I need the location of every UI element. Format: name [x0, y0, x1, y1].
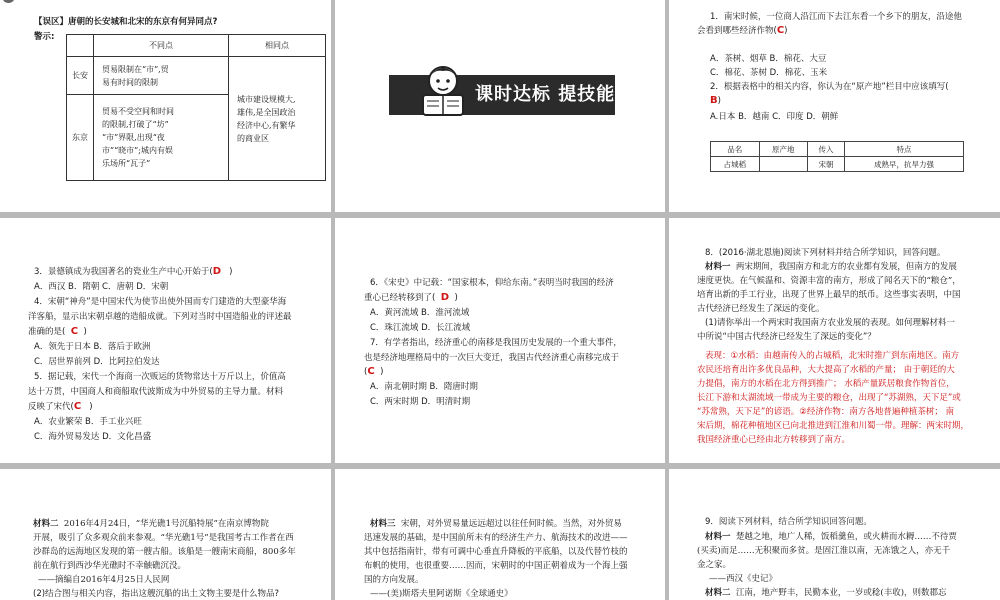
slide-9-question-9	[669, 469, 1000, 600]
material2-line4: 前在航行到西沙华光礁时不幸触礁沉没。	[33, 561, 187, 571]
q7-answer: C	[367, 366, 375, 377]
slide-7-material-2	[0, 469, 331, 600]
city-dongjing: 东京	[67, 95, 94, 181]
boy-reading-icon	[413, 63, 473, 121]
q7-options-ab: A．南北朝时期 B．隋唐时期	[370, 382, 478, 392]
answer-line1: 表现：①水稻：由越南传入的占城稻，北宋时推广到东南地区。南方	[705, 351, 960, 361]
answer-line2: 农民还培育出许多优良品种，大大提高了水稻的产量； 由于朝廷的大	[697, 365, 955, 375]
slide-6-question-8	[669, 218, 1000, 463]
dongjing-diff: 贸易不受空间和时间 的限制,打破了“坊” “市”界限,出现“夜 市”“晓市”;城内有娱 乐场所“瓦子”	[94, 95, 229, 181]
sub1-line2: 中所说“中国古代经济已经发生了深远的变化”？	[697, 332, 876, 342]
q1-answer: C	[776, 25, 785, 36]
sub1-line1: (1)请你举出一个两宋时我国南方农业发展的表现。如何理解材料一	[705, 318, 956, 328]
material3-line4: 布帆的使用，也很重要……因而，宋朝时的中国正朝着成为一个海上强	[364, 561, 628, 571]
q4-answer: C	[70, 326, 79, 337]
q5-line2: 达十万贯，中国商人和商船取代波斯成为中外贸易的主导力量。材料	[28, 387, 284, 397]
material2-line3: 沙群岛的远海地区发现的第一艘古船。该船是一艘南宋商船，800多年	[33, 547, 296, 557]
sub2-question: (2)结合图与相关内容，指出这艘沉船的出土文物主要是什么物品?	[33, 589, 280, 599]
rice-table: 品名 原产地 传入 特点 占城稻 宋朝 成熟早，抗旱力强	[710, 141, 964, 172]
q7-line1: 7．有学者指出，经济重心的南移是我国历史发展的一个重大事件，	[370, 338, 622, 348]
section-tag-label	[18, 0, 46, 1]
material3-line1: 材料三 宋朝，对外贸易量远远超过以往任何时候。当然，对外贸易	[370, 519, 622, 529]
slide-3-questions-1-2	[669, 0, 1000, 212]
header-different: 不同点	[94, 35, 229, 57]
answer-line7: 我国经济重心已经由北方转移到了南方。	[697, 435, 851, 445]
material2-source: ——摘编自2016年4月25日人民网	[38, 575, 170, 585]
q9-material1-source: ——西汉《史记》	[709, 574, 778, 584]
material1-line4: 古代经济已经发生了深远的变化。	[697, 304, 825, 314]
warn-label: 警示:	[34, 32, 55, 42]
mistake-question: 【误区】唐朝的长安城和北宋的东京有何异同点?	[34, 17, 218, 27]
q1-line1: 1．南宋时候，一位商人沿江而下去江东看一个乡下的朋友，沿途他	[710, 12, 962, 22]
slide-5-questions-6-7	[335, 218, 665, 463]
q5-options-ab: A．农业繁荣 B．手工业兴旺	[34, 417, 142, 427]
same-points: 城市建设规模大, 雄伟,是全国政治 经济中心,有繁华 的商业区	[229, 57, 326, 181]
q7-line2: 也是经济地理格局中的一次巨大变迁，我国古代经济重心南移完成于	[364, 353, 620, 363]
q2-answer: B	[710, 95, 718, 106]
q2-options: A.日本 B．越南 C．印度 D．朝鲜	[710, 112, 839, 122]
material3-line3: 其中包括指南针，带有可调中心垂直升降板的平底船，以及代替竹枝的	[364, 547, 628, 557]
q6-options-cd: C．珠江流域 D．长江流域	[370, 323, 471, 333]
material3-source: ——(美)斯塔夫里阿诺斯《全球通史》	[370, 589, 513, 599]
q9-material1-line1: 材料一 楚越之地，地广人稀，饭稻羹鱼，或火耕而水耨……不待贾	[705, 532, 957, 542]
changan-diff: 贸易限制在“市”,贸 易有时间的限制	[94, 57, 229, 95]
q9-material1-line3: 金之家。	[697, 560, 732, 570]
header-same: 相同点	[229, 35, 326, 57]
section-banner	[389, 75, 615, 115]
q1-options-ab: A．茶树、烟草 B．棉花、大豆	[710, 54, 827, 64]
q5-answer: C	[73, 401, 82, 412]
q4-line1: 4．宋朝“神舟”是中国宋代为使节出使外国而专门建造的大型豪华海	[34, 297, 287, 307]
material1-line2: 速度更快。在气候温和、资源丰富的南方，形成了闻名天下的“粮仓”，	[697, 276, 961, 286]
material1-line3: 培育出新的手工行业，出现了世界上最早的纸币。这些事实表明，中国	[697, 290, 961, 300]
slide-1-common-mistake	[0, 0, 331, 212]
slide-8-material-3	[335, 469, 665, 600]
material2-line2: 开展，吸引了众多观众前来参观。“华光礁1号”是我国考古工作者在西	[33, 533, 294, 543]
slide-2-banner	[335, 0, 665, 212]
material2-line1: 材料二 2016年4月24日，“华光礁1号沉船特展”在南京博物院	[33, 519, 269, 529]
q5-line1: 5．据记载，宋代一个海商一次贩运的货物常达十万斤以上，价值高	[34, 372, 286, 382]
material1-line1: 材料一 两宋期间，我国南方和北方的农业都有发展，但南方的发展	[705, 262, 957, 272]
q6-answer: D	[440, 292, 450, 303]
q2-stem: 2．根据表格中的相关内容，你认为在“原产地”栏目中应该填写(	[710, 82, 949, 92]
bulb-icon	[2, 0, 15, 3]
q6-options-ab: A．黄河流域 B．淮河流域	[370, 308, 470, 318]
q3-options: A．西汉 B．隋朝 C．唐朝 D．宋朝	[34, 282, 169, 292]
q1-line2: 会看到哪些经济作物(C)	[697, 25, 788, 36]
q5-line3: 反映了宋代(C )	[28, 401, 93, 412]
q6-line2: 重心已经转移到了( D )	[364, 292, 458, 303]
q4-line3: 准确的是( C )	[28, 326, 87, 337]
banner-title: 课时达标 提技能	[475, 84, 616, 105]
q8-head: 8．(2016·湖北恩施)阅读下列材料并结合所学知识，回答问题。	[705, 248, 946, 258]
material3-line2: 迅速发展的基础，是中国前所未有的经济生产力、航海技术的改进——	[364, 533, 628, 543]
q3-answer: D	[212, 266, 222, 277]
q2-answer-line: B)	[710, 95, 721, 106]
answer-line4: 长江下游和太湖流域一带成为主要的粮仓，出现了“苏湖熟，天下足”或	[697, 393, 961, 403]
section-tag	[2, 0, 62, 6]
comparison-table	[66, 34, 326, 181]
q5-options-cd: C．海外贸易发达 D．文化昌盛	[34, 432, 152, 442]
q1-options-cd: C．棉花、茶树 D．棉花、玉米	[710, 68, 828, 78]
answer-line6: 宋后期，棉花种植地区已向北推进到江淮和川蜀一带。理解：两宋时期，	[697, 421, 970, 431]
q4-options-cd: C．居世界前列 D．比阿拉伯发达	[34, 357, 160, 367]
material3-line5: 国的方向发展。	[364, 575, 424, 585]
q9-material2-line1: 材料二 江南，地产野丰，民勤本业，一岁或稔(丰收)，则数郡忘	[705, 588, 947, 598]
answer-line5: “苏常熟，天下足”的谚语。②经济作物：南方各地普遍种植茶树； 南	[697, 407, 955, 417]
q7-options-cd: C．两宋时期 D．明清时期	[370, 397, 471, 407]
city-changan: 长安	[67, 57, 94, 95]
q7-line3: (C )	[364, 366, 384, 377]
answer-line3: 力提倡，南方的水稻在北方得到推广； 水稻产量跃居粮食作物首位，	[697, 379, 955, 389]
q4-options-ab: A．领先于日本 B．落后于欧洲	[34, 342, 151, 352]
q9-head: 9．阅读下列材料，结合所学知识回答问题。	[705, 517, 872, 527]
q3-stem: 3．景德镇成为我国著名的瓷业生产中心开始于(D )	[34, 266, 233, 277]
slide-4-questions-3-5	[0, 218, 331, 463]
q4-line2: 洋客船，显示出宋朝卓越的造船成就。下列对当时中国造船业的评述最	[28, 312, 292, 322]
q6-line1: 6．《宋史》中记载：“国家根本，仰给东南。”表明当时我国的经济	[370, 278, 614, 288]
q9-material1-line2: (买卖)而足……无积聚而多贫。是固江淮以南，无冻饿之人，亦无千	[697, 546, 951, 556]
